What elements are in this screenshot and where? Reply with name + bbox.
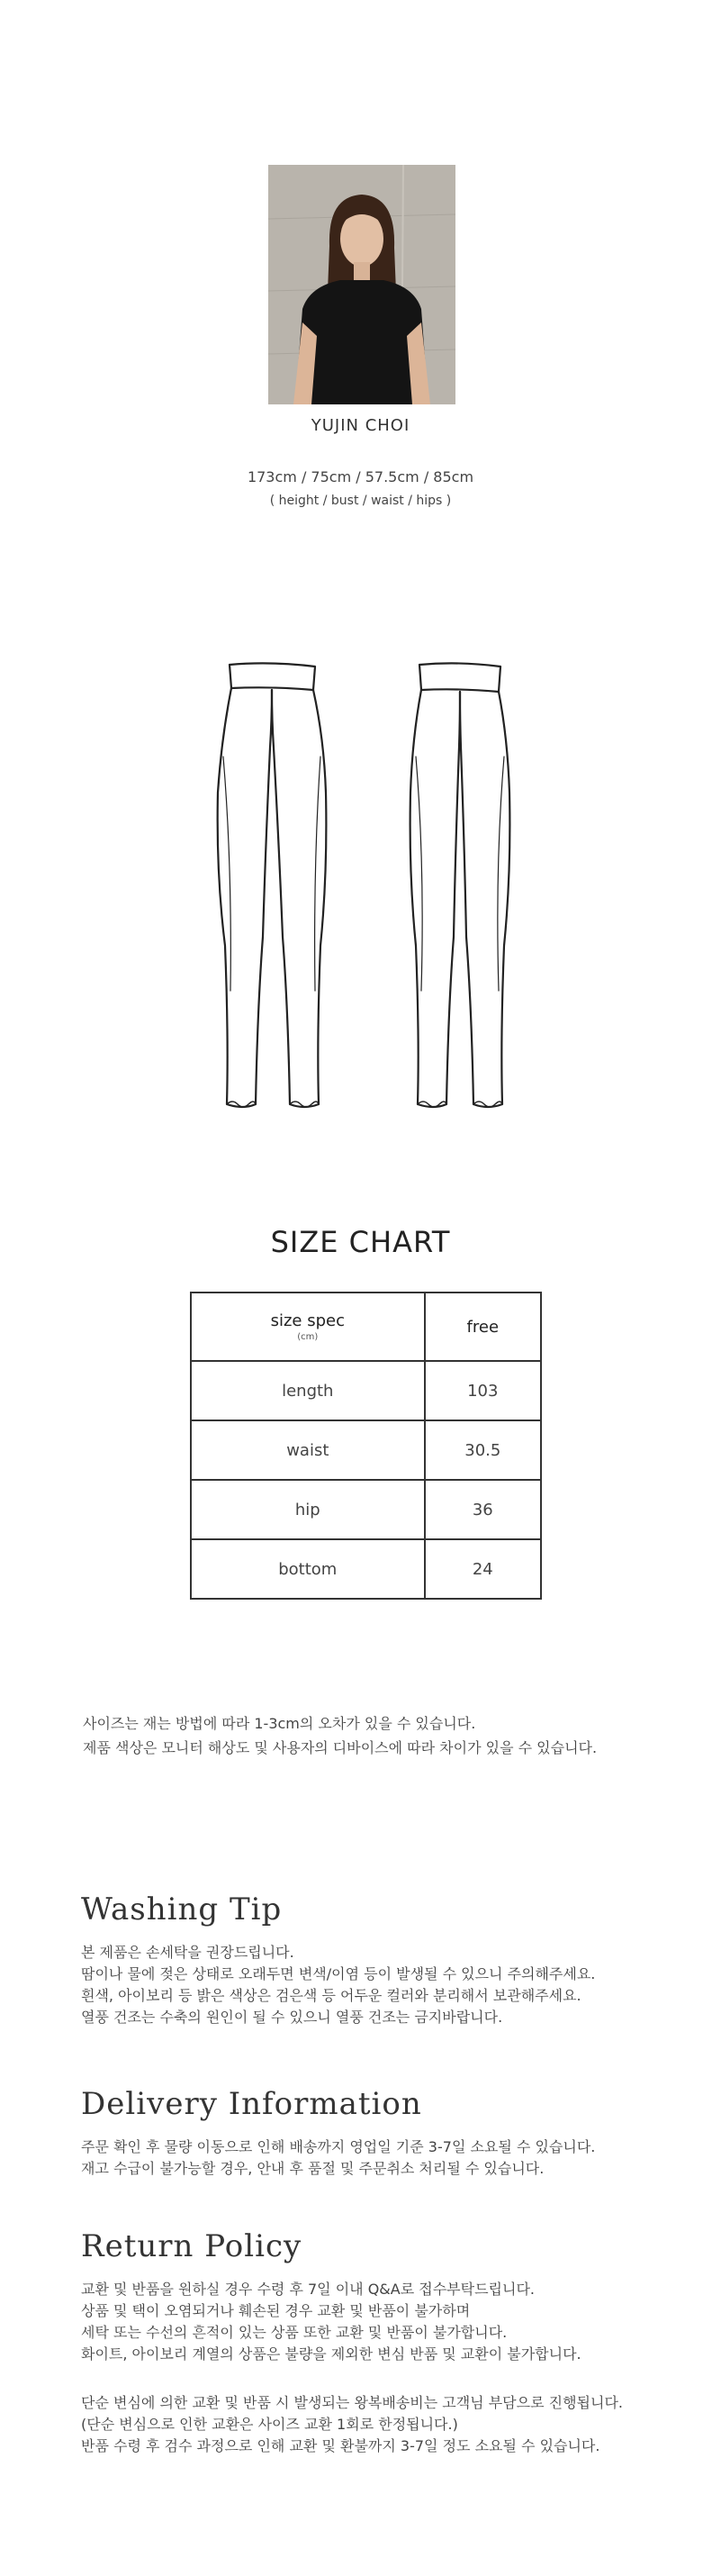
washing-line: 열풍 건조는 수축의 원인이 될 수 있으니 열풍 건조는 금지바랍니다. [81, 2009, 503, 2026]
return-policy-title: Return Policy [81, 2228, 302, 2264]
return-line: (단순 변심으로 인한 교환은 사이즈 교환 1회로 한정됩니다.) [81, 2416, 458, 2433]
washing-line: 흰색, 아이보리 등 밝은 색상은 검은색 등 어두운 컬러와 분리해서 보관해주세요. [81, 1987, 581, 2004]
row-value: 103 [425, 1361, 541, 1420]
washing-line: 본 제품은 손세탁을 권장드립니다. [81, 1944, 294, 1961]
delivery-info-text [81, 2136, 595, 2180]
delivery-info-title: Delivery Information [81, 2086, 422, 2122]
table-row [191, 1420, 541, 1480]
row-label: bottom [191, 1539, 425, 1599]
row-label: length [191, 1361, 425, 1420]
table-row [191, 1539, 541, 1599]
washing-line: 땀이나 물에 젖은 상태로 오래두면 변색/이염 등이 발생될 수 있으니 주의해주세요. [81, 1965, 596, 1982]
table-header-row [191, 1293, 541, 1361]
delivery-line: 주문 확인 후 물량 이동으로 인해 배송까지 영업일 기준 3-7일 소요될 수 있습니다. [81, 2138, 596, 2155]
size-chart-title: SIZE CHART [270, 1225, 451, 1259]
front-view-outline [230, 663, 315, 690]
size-notes [83, 1711, 597, 1760]
pants-flat-sketch [189, 649, 549, 1117]
row-label: hip [191, 1480, 425, 1539]
row-label: waist [191, 1420, 425, 1480]
return-line: 교환 및 반품을 원하실 경우 수령 후 7일 이내 Q&A로 접수부탁드립니다. [81, 2281, 535, 2298]
washing-tip-title: Washing Tip [81, 1891, 283, 1927]
row-value: 30.5 [425, 1420, 541, 1480]
back-view-outline [419, 663, 500, 692]
size-spec-header [191, 1293, 425, 1361]
size-spec-unit: (cm) [297, 1332, 319, 1342]
delivery-line: 재고 수급이 불가능할 경우, 안내 후 품절 및 주문취소 처리될 수 있습니다. [81, 2160, 545, 2177]
note-line: 사이즈는 재는 방법에 따라 1-3cm의 오차가 있을 수 있습니다. [83, 1715, 476, 1732]
model-measurement-units: ( height / bust / waist / hips ) [269, 494, 452, 508]
size-chart-table [190, 1292, 542, 1600]
note-line: 제품 색상은 모니터 해상도 및 사용자의 디바이스에 따라 차이가 있을 수 있습니다. [83, 1739, 598, 1756]
washing-tip-text [81, 1942, 595, 2028]
model-measurements: 173cm / 75cm / 57.5cm / 85cm [247, 468, 474, 485]
return-line: 화이트, 아이보리 계열의 상품은 불량을 제외한 변심 반품 및 교환이 불가합니다. [81, 2345, 581, 2363]
model-name: YUJIN CHOI [311, 416, 410, 435]
row-value: 24 [425, 1539, 541, 1599]
return-policy-text [81, 2279, 581, 2365]
return-line: 세탁 또는 수선의 흔적이 있는 상품 또한 교환 및 반품이 불가합니다. [81, 2324, 508, 2341]
row-value: 36 [425, 1480, 541, 1539]
size-name-header: free [425, 1293, 541, 1361]
table-row [191, 1480, 541, 1539]
table-row [191, 1361, 541, 1420]
model-photo [268, 165, 455, 404]
return-policy-text-2 [81, 2392, 623, 2457]
return-line: 상품 및 택이 오염되거나 훼손된 경우 교환 및 반품이 불가하며 [81, 2302, 471, 2319]
return-line: 반품 수령 후 검수 과정으로 인해 교환 및 환불까지 3-7일 정도 소요될 수 있습니다. [81, 2437, 600, 2454]
return-line: 단순 변심에 의한 교환 및 반품 시 발생되는 왕복배송비는 고객님 부담으로 진행됩니다. [81, 2394, 623, 2411]
size-spec-label: size spec [270, 1311, 345, 1330]
